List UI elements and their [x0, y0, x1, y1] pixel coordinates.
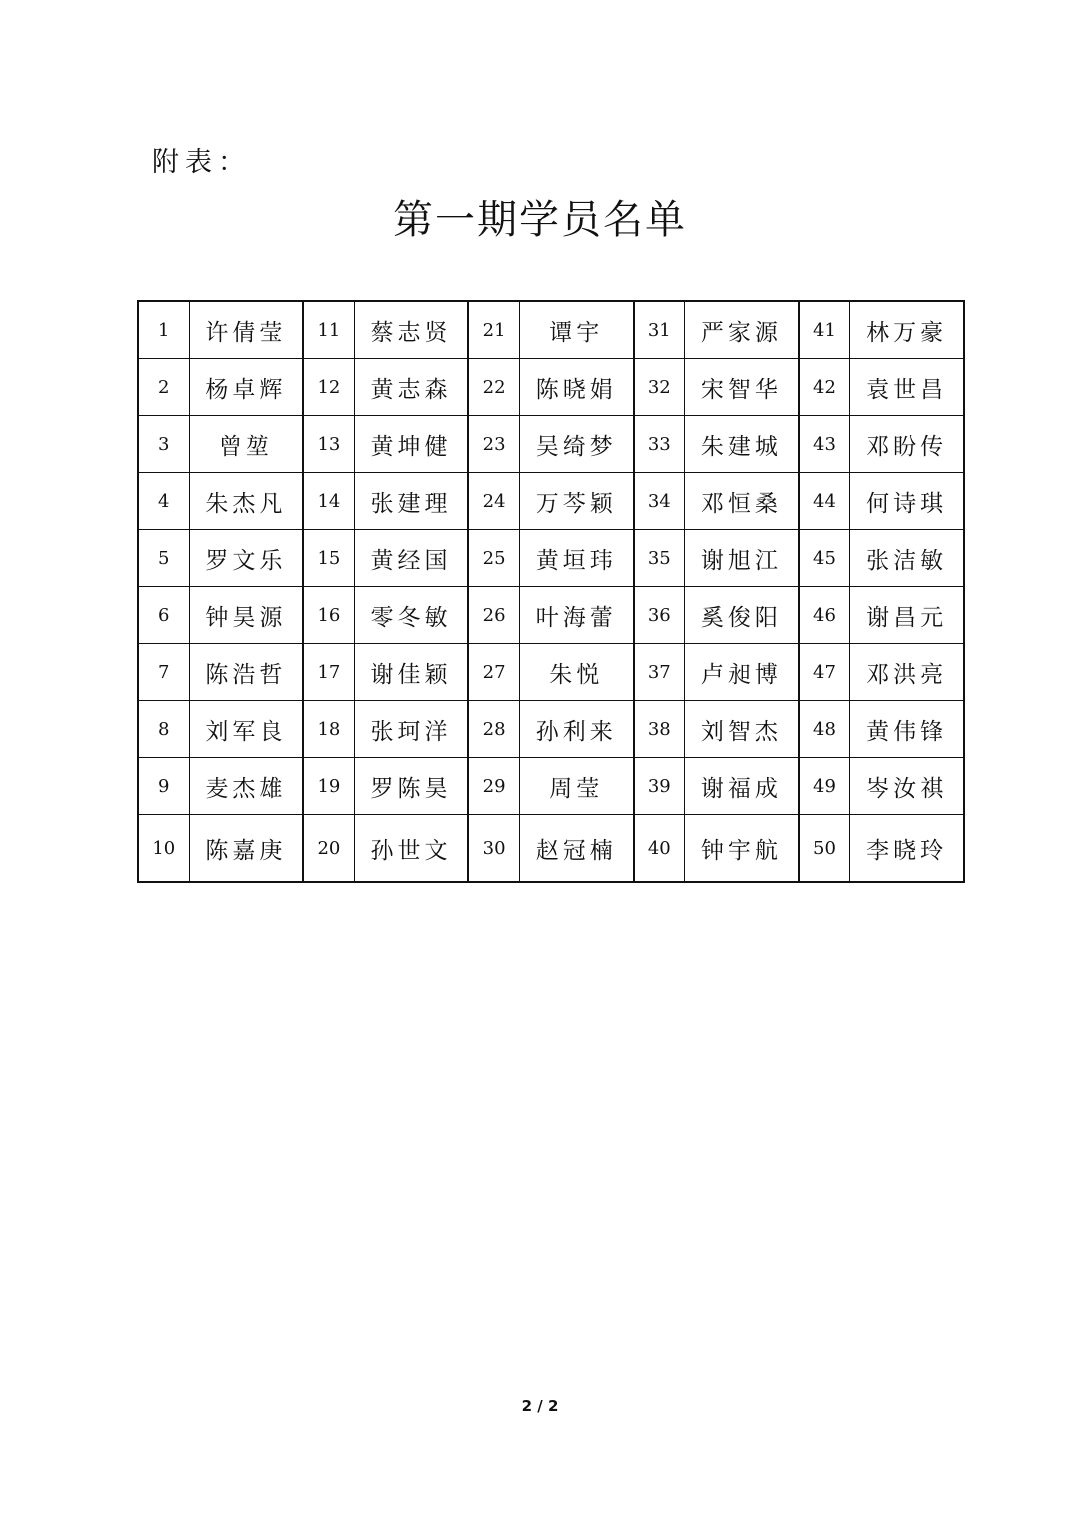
- student-number: 34: [634, 473, 685, 530]
- table-row: [138, 758, 964, 815]
- student-name: 袁世昌: [850, 359, 964, 416]
- table-row: [138, 359, 964, 416]
- student-name: 严家源: [685, 301, 799, 359]
- student-number: 26: [468, 587, 519, 644]
- student-name: 黄垣玮: [519, 530, 633, 587]
- student-number: 39: [634, 758, 685, 815]
- student-roster-table: [137, 300, 965, 883]
- student-name: 曾堃: [189, 416, 303, 473]
- student-name: 钟宇航: [685, 815, 799, 883]
- student-number: 50: [799, 815, 850, 883]
- student-number: 2: [138, 359, 189, 416]
- student-name: 叶海蕾: [519, 587, 633, 644]
- student-number: 30: [468, 815, 519, 883]
- student-name: 许倩莹: [189, 301, 303, 359]
- student-name: 罗陈昊: [354, 758, 468, 815]
- student-number: 22: [468, 359, 519, 416]
- student-name: 陈浩哲: [189, 644, 303, 701]
- student-number: 10: [138, 815, 189, 883]
- student-number: 16: [303, 587, 354, 644]
- student-name: 陈晓娟: [519, 359, 633, 416]
- student-number: 6: [138, 587, 189, 644]
- student-name: 孙世文: [354, 815, 468, 883]
- student-number: 3: [138, 416, 189, 473]
- student-number: 47: [799, 644, 850, 701]
- student-name: 谢旭江: [685, 530, 799, 587]
- student-name: 朱建城: [685, 416, 799, 473]
- student-number: 15: [303, 530, 354, 587]
- page-number: 2 / 2: [521, 1397, 559, 1415]
- table-row: [138, 644, 964, 701]
- student-name: 邓恒桑: [685, 473, 799, 530]
- student-number: 32: [634, 359, 685, 416]
- student-name: 谢佳颖: [354, 644, 468, 701]
- student-name: 李晓玲: [850, 815, 964, 883]
- table-row: [138, 301, 964, 359]
- attachment-label: 附表：: [152, 147, 251, 178]
- student-number: 24: [468, 473, 519, 530]
- student-name: 黄志森: [354, 359, 468, 416]
- student-number: 23: [468, 416, 519, 473]
- student-number: 27: [468, 644, 519, 701]
- student-name: 零冬敏: [354, 587, 468, 644]
- student-name: 赵冠楠: [519, 815, 633, 883]
- student-number: 37: [634, 644, 685, 701]
- student-number: 41: [799, 301, 850, 359]
- student-name: 杨卓辉: [189, 359, 303, 416]
- student-number: 9: [138, 758, 189, 815]
- student-number: 42: [799, 359, 850, 416]
- student-number: 48: [799, 701, 850, 758]
- student-name: 周莹: [519, 758, 633, 815]
- student-number: 35: [634, 530, 685, 587]
- student-name: 邓盼传: [850, 416, 964, 473]
- student-name: 岑汝祺: [850, 758, 964, 815]
- student-name: 林万豪: [850, 301, 964, 359]
- student-name: 奚俊阳: [685, 587, 799, 644]
- student-name: 朱杰凡: [189, 473, 303, 530]
- student-number: 31: [634, 301, 685, 359]
- table-row: [138, 473, 964, 530]
- student-name: 刘军良: [189, 701, 303, 758]
- student-name: 邓洪亮: [850, 644, 964, 701]
- student-number: 1: [138, 301, 189, 359]
- student-number: 44: [799, 473, 850, 530]
- student-name: 谢昌元: [850, 587, 964, 644]
- student-name: 黄坤健: [354, 416, 468, 473]
- table-row: [138, 815, 964, 883]
- student-number: 7: [138, 644, 189, 701]
- page-title: 第一期学员名单: [393, 197, 687, 243]
- student-number: 17: [303, 644, 354, 701]
- student-number: 46: [799, 587, 850, 644]
- student-name: 谭宇: [519, 301, 633, 359]
- student-name: 钟昊源: [189, 587, 303, 644]
- student-name: 张建理: [354, 473, 468, 530]
- student-name: 陈嘉庚: [189, 815, 303, 883]
- student-name: 蔡志贤: [354, 301, 468, 359]
- student-name: 麦杰雄: [189, 758, 303, 815]
- student-number: 21: [468, 301, 519, 359]
- student-name: 刘智杰: [685, 701, 799, 758]
- student-name: 黄经国: [354, 530, 468, 587]
- student-name: 何诗琪: [850, 473, 964, 530]
- student-number: 8: [138, 701, 189, 758]
- student-number: 29: [468, 758, 519, 815]
- student-number: 43: [799, 416, 850, 473]
- student-number: 49: [799, 758, 850, 815]
- table-row: [138, 530, 964, 587]
- student-number: 14: [303, 473, 354, 530]
- student-number: 4: [138, 473, 189, 530]
- student-name: 宋智华: [685, 359, 799, 416]
- student-number: 13: [303, 416, 354, 473]
- student-name: 朱悦: [519, 644, 633, 701]
- student-number: 20: [303, 815, 354, 883]
- table-row: [138, 587, 964, 644]
- student-number: 45: [799, 530, 850, 587]
- student-name: 罗文乐: [189, 530, 303, 587]
- student-number: 25: [468, 530, 519, 587]
- student-name: 张珂洋: [354, 701, 468, 758]
- student-name: 张洁敏: [850, 530, 964, 587]
- student-number: 36: [634, 587, 685, 644]
- student-name: 卢昶博: [685, 644, 799, 701]
- student-name: 孙利来: [519, 701, 633, 758]
- student-number: 38: [634, 701, 685, 758]
- table-row: [138, 416, 964, 473]
- student-number: 33: [634, 416, 685, 473]
- student-number: 11: [303, 301, 354, 359]
- student-name: 吴绮梦: [519, 416, 633, 473]
- student-name: 谢福成: [685, 758, 799, 815]
- table-row: [138, 701, 964, 758]
- student-number: 28: [468, 701, 519, 758]
- student-number: 18: [303, 701, 354, 758]
- student-name: 万芩颖: [519, 473, 633, 530]
- student-number: 5: [138, 530, 189, 587]
- student-number: 12: [303, 359, 354, 416]
- student-name: 黄伟锋: [850, 701, 964, 758]
- student-number: 19: [303, 758, 354, 815]
- student-number: 40: [634, 815, 685, 883]
